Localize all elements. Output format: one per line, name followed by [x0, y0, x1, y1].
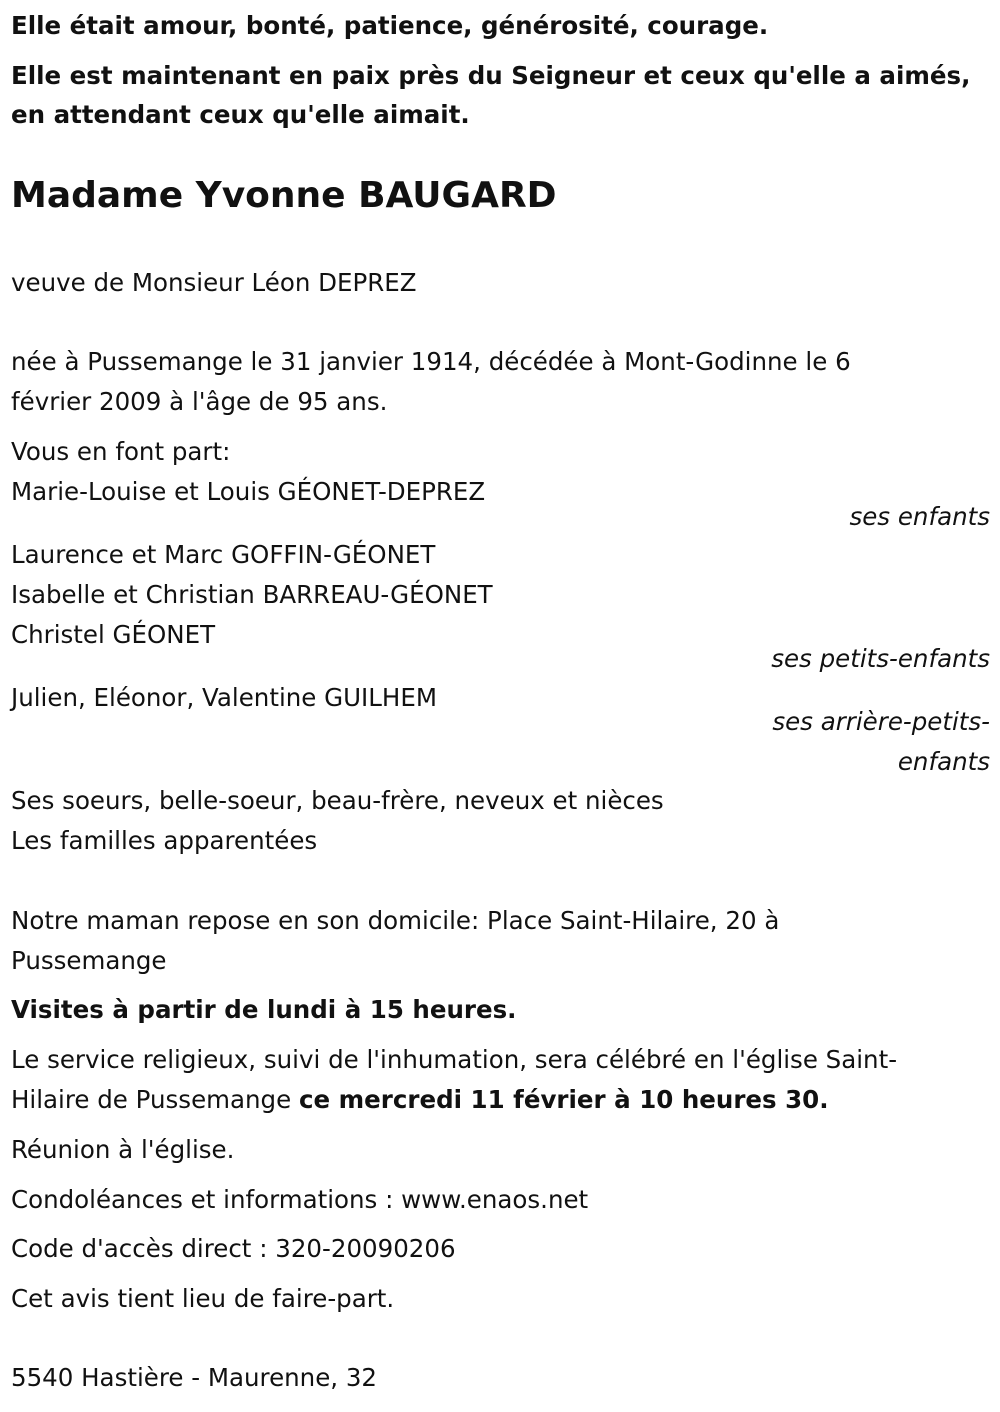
spouse-line: veuve de Monsieur Léon DEPREZ — [11, 268, 417, 297]
visits-line: Visites à partir de lundi à 15 heures. — [11, 995, 517, 1024]
deceased-name: Madame Yvonne BAUGARD — [11, 175, 557, 216]
meeting-line: Réunion à l'église. — [11, 1135, 235, 1164]
great-grandchildren-label-1: ses arrière-petits- — [772, 707, 990, 736]
family-intro: Vous en font part: — [11, 437, 231, 466]
address-line: 5540 Hastière - Maurenne, 32 — [11, 1363, 378, 1392]
rest-line-2: Pussemange — [11, 946, 167, 975]
grandchild-name: Christel GÉONET — [11, 620, 216, 649]
great-grandchildren-label-2: enfants — [897, 747, 990, 776]
service-line-1: Le service religieux, suivi de l'inhumation, sera célébré en l'église Saint- — [11, 1045, 898, 1074]
rest-line-1: Notre maman repose en son domicile: Place Saint-Hilaire, 20 à — [11, 906, 780, 935]
grandchild-name: Isabelle et Christian BARREAU-GÉONET — [11, 580, 493, 609]
great-grandchildren-names: Julien, Eléonor, Valentine GUILHEM — [11, 683, 437, 712]
birth-death-line-2: février 2009 à l'âge de 95 ans. — [11, 387, 388, 416]
grandchildren-label: ses petits-enfants — [771, 644, 990, 673]
child-name: Marie-Louise et Louis GÉONET-DEPREZ — [11, 477, 486, 506]
condolences-line: Condoléances et informations : www.enaos.net — [11, 1185, 589, 1214]
other-relatives: Ses soeurs, belle-soeur, beau-frère, neveux et nièces — [11, 786, 664, 815]
intro-line-3: en attendant ceux qu'elle aimait. — [11, 100, 470, 129]
intro-line-1: Elle était amour, bonté, patience, générosité, courage. — [11, 11, 769, 40]
access-code-line: Code d'accès direct : 320-20090206 — [11, 1234, 456, 1263]
intro-line-2: Elle est maintenant en paix près du Seigneur et ceux qu'elle a aimés, — [11, 61, 971, 90]
birth-death-line-1: née à Pussemange le 31 janvier 1914, décédée à Mont-Godinne le 6 — [11, 347, 851, 376]
notice-line: Cet avis tient lieu de faire-part. — [11, 1284, 395, 1313]
service-location: Hilaire de Pussemange — [11, 1085, 299, 1114]
service-line-2 — [11, 1080, 829, 1120]
service-datetime: ce mercredi 11 février à 10 heures 30. — [298, 1085, 829, 1114]
children-label: ses enfants — [849, 502, 990, 531]
other-relatives: Les familles apparentées — [11, 826, 318, 855]
grandchild-name: Laurence et Marc GOFFIN-GÉONET — [11, 540, 436, 569]
